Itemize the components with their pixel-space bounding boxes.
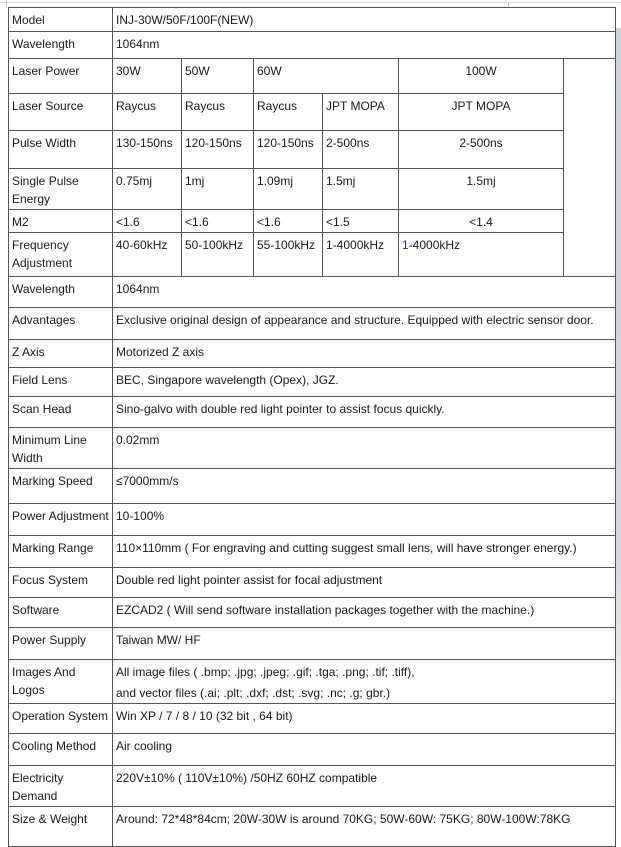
spec-row-wavelength-2 bbox=[9, 277, 616, 308]
spec-row-images-and-logos bbox=[9, 660, 616, 704]
spec-label-laser-power: Laser Power bbox=[9, 59, 113, 94]
spec-value-electricity-demand: 220V±10% ( 110V±10%) /50HZ 60HZ compatible bbox=[113, 766, 616, 807]
spec-label-z-axis: Z Axis bbox=[9, 340, 113, 368]
spec-label-m2: M2 bbox=[9, 210, 113, 233]
pulse-width-4: 2-500ns bbox=[323, 131, 399, 169]
spec-row-model bbox=[9, 8, 616, 32]
spec-value-power-adjustment: 10-100% bbox=[113, 504, 616, 536]
spec-row-operation-system bbox=[9, 704, 616, 734]
pulse-energy-1: 0.75mj bbox=[113, 169, 182, 210]
spec-row-laser-source bbox=[9, 94, 616, 131]
spec-value-advantages: Exclusive original design of appearance and structure. Equipped with electric sensor door. bbox=[113, 308, 616, 340]
pulse-energy-4: 1.5mj bbox=[323, 169, 399, 210]
spec-value-wavelength-1: 1064nm bbox=[113, 32, 616, 59]
spec-label-marking-speed: Marking Speed bbox=[9, 469, 113, 504]
laser-source-1: Raycus bbox=[113, 94, 182, 131]
spec-row-single-pulse-energy bbox=[9, 169, 616, 210]
spec-label-operation-system: Operation System bbox=[9, 704, 113, 734]
spec-label-software: Software bbox=[9, 598, 113, 628]
spec-label-marking-range: Marking Range bbox=[9, 536, 113, 568]
m2-5: <1.4 bbox=[399, 210, 564, 233]
spec-label-advantages: Advantages bbox=[9, 308, 113, 340]
frequency-2: 50-100kHz bbox=[182, 233, 254, 277]
pulse-energy-3: 1.09mj bbox=[254, 169, 323, 210]
spec-value-operation-system: Win XP / 7 / 8 / 10 (32 bit , 64 bit) bbox=[113, 704, 616, 734]
spec-value-marking-speed: ≤7000mm/s bbox=[113, 469, 616, 504]
spec-label-laser-source: Laser Source bbox=[9, 94, 113, 131]
spec-row-size-weight bbox=[9, 807, 616, 847]
spec-label-minimum-line-width: Minimum Line Width bbox=[9, 428, 113, 469]
spec-label-power-adjustment: Power Adjustment bbox=[9, 504, 113, 536]
spec-value-focus-system: Double red light pointer assist for focal adjustment bbox=[113, 568, 616, 598]
m2-2: <1.6 bbox=[182, 210, 254, 233]
images-formats-line-1: All image files ( .bmp; .jpg; .jpeg; .gif; .tga; .png; .tif; .tiff), bbox=[116, 665, 415, 679]
spec-value-marking-range: 110×110mm ( For engraving and cutting suggest small lens, will have stronger energy.) bbox=[113, 536, 616, 568]
spec-value-size-weight: Around: 72*48*84cm; 20W-30W is around 70KG; 50W-60W: 75KG; 80W-100W:78KG bbox=[113, 807, 616, 847]
frequency-3: 55-100kHz bbox=[254, 233, 323, 277]
spec-label-power-supply: Power Supply bbox=[9, 628, 113, 660]
laser-source-3: Raycus bbox=[254, 94, 323, 131]
spec-row-pulse-width bbox=[9, 131, 616, 169]
spec-label-cooling-method: Cooling Method bbox=[9, 734, 113, 766]
spec-label-focus-system: Focus System bbox=[9, 568, 113, 598]
spec-label-electricity-demand: Electricity Demand bbox=[9, 766, 113, 807]
m2-4: <1.5 bbox=[323, 210, 399, 233]
spec-row-field-lens bbox=[9, 368, 616, 397]
spec-row-electricity-demand bbox=[9, 766, 616, 807]
gridline-artifact-left-tick bbox=[6, 0, 7, 7]
spec-row-software bbox=[9, 598, 616, 628]
spec-row-marking-range bbox=[9, 536, 616, 568]
scrollbar-strip[interactable] bbox=[616, 28, 621, 790]
spec-row-minimum-line-width bbox=[9, 428, 616, 469]
frequency-4: 1-4000kHz bbox=[323, 233, 399, 277]
laser-source-5: JPT MOPA bbox=[399, 94, 564, 131]
laser-power-30w: 30W bbox=[113, 59, 182, 94]
spec-label-wavelength-2: Wavelength bbox=[9, 277, 113, 308]
frequency-5 bbox=[399, 233, 564, 277]
images-formats-line-2: and vector files (.ai; .plt; .dxf; .dst; .svg; .nc; .g; gbr.) bbox=[116, 686, 391, 700]
spec-row-z-axis bbox=[9, 340, 616, 368]
spec-label-size-weight: Size & Weight bbox=[9, 807, 113, 847]
frequency-5-rest: -4000kHz bbox=[408, 238, 461, 252]
spec-value-model: INJ-30W/50F/100F(NEW) bbox=[113, 8, 616, 32]
spec-row-marking-speed bbox=[9, 469, 616, 504]
spec-value-scan-head: Sino-galvo with double red light pointer to assist focus quickly. bbox=[113, 397, 616, 428]
laser-source-2: Raycus bbox=[182, 94, 254, 131]
spec-value-wavelength-2: 1064nm bbox=[113, 277, 616, 308]
spec-label-pulse-width: Pulse Width bbox=[9, 131, 113, 169]
spec-row-advantages bbox=[9, 308, 616, 340]
empty-merged-cell bbox=[564, 59, 616, 277]
spec-row-m2 bbox=[9, 210, 616, 233]
m2-1: <1.6 bbox=[113, 210, 182, 233]
spec-row-wavelength-1 bbox=[9, 32, 616, 59]
laser-power-100w: 100W bbox=[399, 59, 564, 94]
spec-value-minimum-line-width: 0.02mm bbox=[113, 428, 616, 469]
pulse-width-2: 120-150ns bbox=[182, 131, 254, 169]
spec-table bbox=[8, 7, 616, 847]
spec-value-z-axis: Motorized Z axis bbox=[113, 340, 616, 368]
spec-row-cooling-method bbox=[9, 734, 616, 766]
spec-label-wavelength-1: Wavelength bbox=[9, 32, 113, 59]
spec-row-frequency-adjustment bbox=[9, 233, 616, 277]
gridline-artifact-horizontal bbox=[0, 2, 621, 3]
spec-label-model: Model bbox=[9, 8, 113, 32]
pulse-width-1: 130-150ns bbox=[113, 131, 182, 169]
spec-label-images-and-logos: Images And Logos bbox=[9, 660, 113, 704]
laser-power-50w: 50W bbox=[182, 59, 254, 94]
spec-label-field-lens: Field Lens bbox=[9, 368, 113, 397]
spec-row-scan-head bbox=[9, 397, 616, 428]
pulse-energy-2: 1mj bbox=[182, 169, 254, 210]
spec-value-power-supply: Taiwan MW/ HF bbox=[113, 628, 616, 660]
spec-row-power-adjustment bbox=[9, 504, 616, 536]
spec-value-cooling-method: Air cooling bbox=[113, 734, 616, 766]
spec-row-power-supply bbox=[9, 628, 616, 660]
laser-power-60w: 60W bbox=[254, 59, 399, 94]
pulse-width-5: 2-500ns bbox=[399, 131, 564, 169]
spec-value-images-and-logos bbox=[113, 660, 616, 704]
pulse-energy-5: 1.5mj bbox=[399, 169, 564, 210]
pulse-width-3: 120-150ns bbox=[254, 131, 323, 169]
laser-source-4: JPT MOPA bbox=[323, 94, 399, 131]
spec-row-laser-power bbox=[9, 59, 616, 94]
spec-label-single-pulse-energy: Single Pulse Energy bbox=[9, 169, 113, 210]
spec-value-field-lens: BEC, Singapore wavelength (Opex), JGZ. bbox=[113, 368, 616, 397]
spec-label-frequency-adjustment: Frequency Adjustment bbox=[9, 233, 113, 277]
spec-row-focus-system bbox=[9, 568, 616, 598]
spec-value-software: EZCAD2 ( Will send software installation packages together with the machine.) bbox=[113, 598, 616, 628]
frequency-1: 40-60kHz bbox=[113, 233, 182, 277]
spec-label-scan-head: Scan Head bbox=[9, 397, 113, 428]
m2-3: <1.6 bbox=[254, 210, 323, 233]
frequency-5-blue-digit: 1 bbox=[402, 238, 409, 252]
